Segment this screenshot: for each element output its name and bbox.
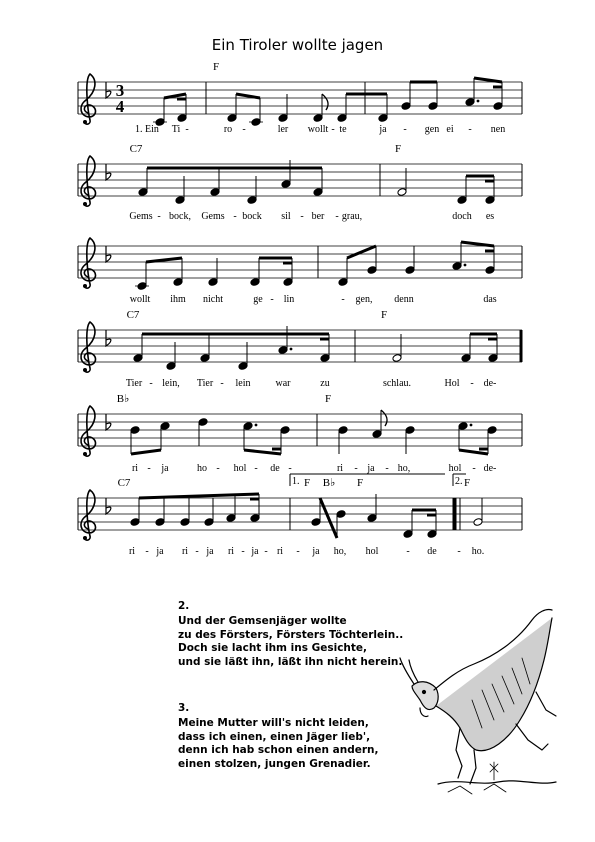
lyric-syllable: wollt: [307, 124, 329, 135]
lyric-syllable: Gems: [129, 211, 153, 222]
lyric-syllable: -: [242, 124, 246, 135]
lyric-syllable: gen: [424, 124, 440, 135]
chord-symbol: B♭: [116, 393, 130, 405]
lyric-syllable: -: [468, 124, 472, 135]
lyric-syllable: Hol: [444, 378, 460, 389]
staff-system: [78, 242, 522, 290]
verse-line: Meine Mutter will's nicht leiden,: [178, 716, 369, 729]
note-dot: [464, 264, 467, 267]
time-signature-bottom: 4: [115, 97, 125, 116]
treble-clef-icon: [81, 322, 96, 372]
lyric-syllable: ja: [367, 463, 375, 474]
beam: [236, 94, 260, 98]
lyric-syllable: lin: [283, 294, 295, 305]
verse-line: und sie läßt ihn, läßt ihn nicht herein.: [178, 656, 403, 669]
note-dot: [477, 100, 480, 103]
lyric-syllable: -: [354, 463, 358, 474]
lyric-syllable: ri: [227, 546, 235, 557]
verse-number: 2.: [178, 600, 190, 612]
lyric-syllable: ge: [253, 294, 263, 305]
lyric-syllable: -: [385, 463, 389, 474]
note-dot: [470, 424, 473, 427]
note-flag: [322, 94, 328, 110]
lyric-syllable: -: [296, 546, 300, 557]
lyric-syllable: bock: [242, 211, 262, 222]
verse-line: denn ich hab schon einen andern,: [178, 744, 379, 757]
lyric-syllable: nen: [490, 124, 506, 135]
lyric-syllable: -: [457, 546, 461, 557]
beam: [320, 498, 337, 538]
lyric-syllable: lein: [235, 378, 251, 389]
lyric-syllable: -: [216, 463, 220, 474]
lyric-syllable: war: [275, 378, 291, 389]
lyric-syllable: -: [472, 463, 476, 474]
verse-2: [178, 600, 403, 670]
lyric-syllable: sil: [281, 211, 291, 222]
lyric-syllable: wollt: [129, 294, 151, 305]
lyric-syllable: ihm: [170, 294, 186, 305]
lyric-syllable: -: [335, 211, 339, 222]
verse-line: Und der Gemsenjäger wollte: [178, 614, 347, 627]
lyric-syllable: ri: [336, 463, 344, 474]
lyric-syllable: ler: [277, 124, 289, 135]
lyric-syllable: hol: [448, 463, 462, 474]
lyric-syllable: ber: [311, 211, 325, 222]
treble-clef-icon: [81, 490, 96, 540]
lyric-syllable: ho,: [397, 463, 411, 474]
chord-symbol: F: [463, 477, 471, 489]
chord-symbol: B♭: [322, 477, 336, 489]
lyric-syllable: ja: [206, 546, 214, 557]
verse-line: Doch sie lacht ihm ins Gesichte,: [178, 642, 368, 655]
lyric-syllable: ri: [128, 546, 136, 557]
chord-symbol: C7: [117, 477, 131, 489]
staff-system: [78, 78, 522, 126]
chord-symbol: F: [303, 477, 311, 489]
lyric-syllable: doch: [452, 211, 472, 222]
beam: [131, 450, 161, 454]
lyric-syllable: Ti: [171, 124, 181, 135]
chord-symbol: F: [394, 143, 402, 155]
lyric-syllable: -: [264, 546, 268, 557]
lyric-syllable: lein,: [162, 378, 180, 389]
lyric-syllable: -: [270, 294, 274, 305]
lyric-syllable: nicht: [203, 294, 223, 305]
lyric-syllable: zu: [320, 378, 330, 389]
lyric-syllable: -: [220, 378, 224, 389]
verse-line: zu des Försters, Försters Töchterlein..: [178, 628, 404, 641]
note-flag: [381, 410, 387, 426]
volta-label-2: 2.: [455, 476, 463, 487]
lyric-syllable: de: [270, 463, 280, 474]
lyric-syllable: denn: [394, 294, 414, 305]
lyric-syllable: Tier: [125, 378, 143, 389]
volta-label-1: 1.: [292, 476, 300, 487]
beam: [146, 258, 182, 262]
goat-illustration: [398, 600, 558, 800]
beam: [459, 450, 488, 454]
lyric-syllable: ja: [156, 546, 164, 557]
lyric-syllable: ja: [251, 546, 259, 557]
lyric-syllable: ri: [181, 546, 189, 557]
lyric-syllable: -: [145, 546, 149, 557]
lyric-syllable: ri: [276, 546, 284, 557]
staff-system: [78, 410, 522, 454]
lyric-syllable: -: [288, 463, 292, 474]
treble-clef-icon: [81, 406, 96, 456]
verse-number: 3.: [178, 702, 190, 714]
verse-line: einen stolzen, jungen Grenadier.: [178, 758, 371, 771]
lyric-syllable: de-: [483, 378, 497, 389]
chord-symbol: F: [324, 393, 332, 405]
beam: [347, 246, 376, 258]
lyric-syllable: -: [233, 211, 237, 222]
lyric-syllable: Tier: [196, 378, 214, 389]
verse-3: [178, 702, 379, 772]
lyric-syllable: bock,: [169, 211, 191, 222]
lyric-syllable: ri: [131, 463, 139, 474]
beam: [474, 78, 502, 82]
lyric-syllable: ja: [379, 124, 387, 135]
beam: [139, 494, 259, 498]
time-signature-top: 3: [115, 81, 125, 100]
lyric-syllable: ho,: [333, 546, 347, 557]
lyric-syllable: -: [331, 124, 335, 135]
lyric-syllable: ho.: [471, 546, 485, 557]
lyric-syllable: ja: [161, 463, 169, 474]
volta-bracket-1: [290, 474, 445, 486]
treble-clef-icon: [81, 156, 96, 206]
chord-symbol: F: [380, 309, 388, 321]
lyric-syllable: -: [195, 546, 199, 557]
lyric-syllable: -: [300, 211, 304, 222]
chord-symbol: C7: [126, 309, 140, 321]
lyric-syllable: de: [427, 546, 437, 557]
beam: [461, 242, 494, 246]
beam: [164, 94, 186, 98]
lyric-syllable: -: [157, 211, 161, 222]
treble-clef-icon: [81, 74, 96, 124]
verse-line: dass ich einen, einen Jäger lieb',: [178, 730, 371, 743]
staff-system: [78, 326, 522, 370]
note-dot: [255, 424, 258, 427]
lyric-syllable: grau,: [341, 211, 363, 222]
lyric-syllable: -: [254, 463, 258, 474]
lyric-syllable: -: [341, 294, 345, 305]
lyric-syllable: -: [185, 124, 189, 135]
lyric-syllable: ro: [223, 124, 233, 135]
lyric-syllable: te: [339, 124, 347, 135]
lyric-syllable: gen,: [355, 294, 373, 305]
lyric-syllable: de-: [483, 463, 497, 474]
lyric-syllable: -: [403, 124, 407, 135]
lyric-syllable: schlau.: [382, 378, 412, 389]
lyric-syllable: hol: [233, 463, 247, 474]
lyric-syllable: Gems: [201, 211, 225, 222]
lyric-syllable: -: [406, 546, 410, 557]
beam: [244, 450, 281, 454]
lyric-syllable: -: [241, 546, 245, 557]
staff-system: [78, 160, 522, 204]
lyric-syllable: ho: [197, 463, 207, 474]
song-title: Ein Tiroler wollte jagen: [211, 36, 384, 54]
lyric-syllable: das: [483, 294, 497, 305]
note-dot: [290, 348, 293, 351]
lyric-syllable: 1. Ein: [135, 124, 159, 135]
lyric-syllable: ja: [312, 546, 320, 557]
chord-symbol: C7: [129, 143, 143, 155]
chord-symbol: F: [356, 477, 364, 489]
lyric-syllable: ei: [446, 124, 454, 135]
lyric-syllable: -: [147, 463, 151, 474]
chord-symbol: F: [212, 61, 220, 73]
lyric-syllable: -: [470, 378, 474, 389]
treble-clef-icon: [81, 238, 96, 288]
lyric-syllable: hol: [365, 546, 379, 557]
lyric-syllable: -: [149, 378, 153, 389]
lyric-syllable: es: [485, 211, 495, 222]
